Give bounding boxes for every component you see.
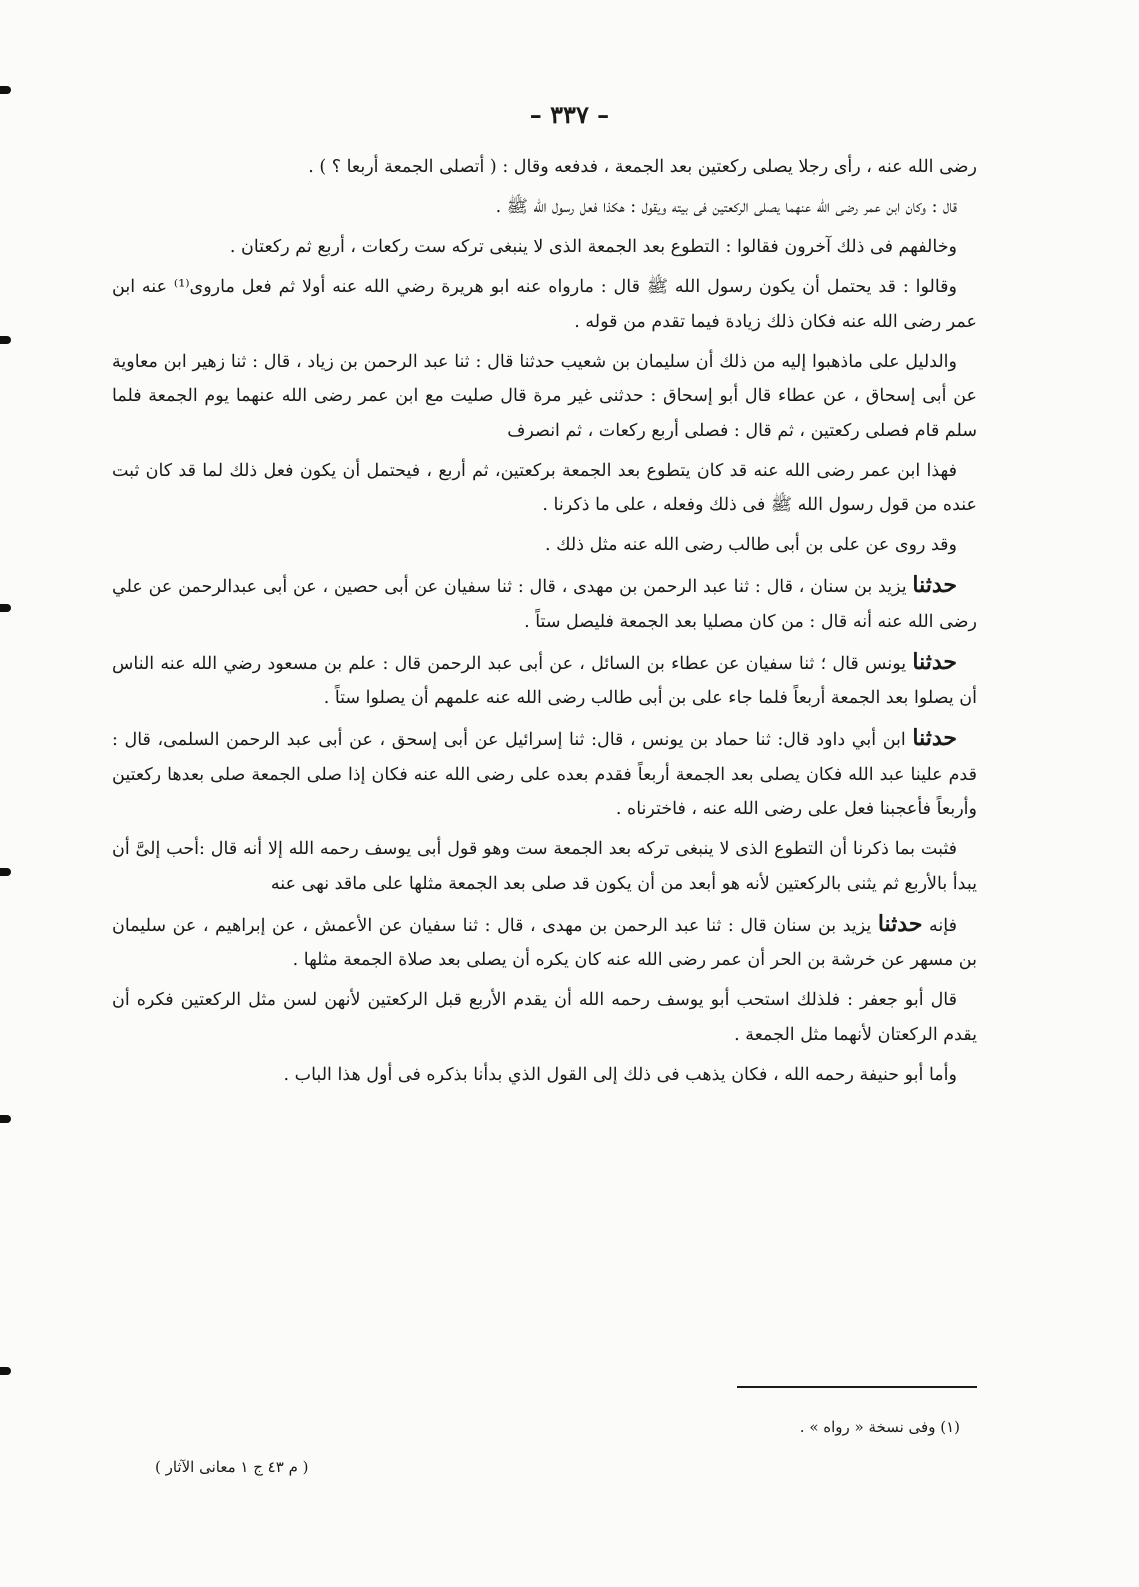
edge-mark bbox=[0, 86, 11, 94]
paragraph bbox=[112, 721, 977, 827]
paragraph: قال أبو جعفر : فلذلك استحب أبو يوسف رحمه الله أن يقدم الأربع قبل الركعتين لأنهن لسن مثل الركعتين فكره أن يقدم الركعتان لأنهما مثل الجمعة . bbox=[112, 990, 977, 1045]
paragraph-text: يزيد بن سنان قال : ثنا عبد الرحمن بن مهدى ، قال : ثنا سفيان عن الأعمش ، عن إبراهيم ، عن سليمان بن مسهر عن خرشة بن الحر أن عمر رضى الله عنه كان يكره أن يصلى بعد صلاة الجمعة مثلها . bbox=[112, 915, 977, 970]
signature-mark: ( م ٤٣ ج ١ معانى الآثار ) bbox=[155, 1458, 309, 1476]
paragraph: رضى الله عنه ، رأى رجلا يصلى ركعتين بعد الجمعة ، فدفعه وقال : ( أتصلى الجمعة أربعا ؟ ) . bbox=[308, 157, 977, 177]
paragraph bbox=[112, 645, 977, 716]
hadith-marker: حدثنا bbox=[912, 648, 957, 675]
paragraph: فثبت بما ذكرنا أن التطوع الذى لا ينبغى تركه بعد الجمعة ست وهو قول أبى يوسف رحمه الله إلا أنه قال :أحب إلىَّ أن يبدأ بالأربع ثم يثنى بالركعتين لأنه هو أبعد من أن يكون قد صلى بعد الجمعة مثلها على ماقد نهى عنه bbox=[112, 839, 977, 894]
paragraph: والدليل على ماذهبوا إليه من ذلك أن سليمان بن شعيب حدثنا قال : ثنا عبد الرحمن بن زياد ، قال : ثنا زهير ابن معاوية عن أبى إسحاق ، عن عطاء قال أبو إسحاق : حدثنى غير مرة قال صليت مع ابن عمر رضى الله عنهما يوم الجمعة فلما سلم قام فصلى ركعتين ، ثم قال : فصلى أربع ركعات ، ثم انصرف bbox=[112, 351, 977, 441]
paragraph-text: يونس قال ؛ ثنا سفيان عن عطاء بن السائل ، عن أبى عبد الرحمن قال : علم بن مسعود رضي الله عنه الناس أن يصلوا بعد الجمعة أربعاً فلما جاء على بن أبى طالب رضى الله عنه علمهم أن يصلوا ستاً . bbox=[112, 653, 977, 708]
footnote-rule bbox=[737, 1386, 977, 1388]
paragraph: قال : وكان ابن عمر رضى الله عنهما يصلى الركعتين فى بيته ويقول : هكذا فعل رسول الله ﷺ . bbox=[495, 197, 957, 217]
edge-mark bbox=[0, 868, 11, 876]
edge-mark bbox=[0, 336, 11, 344]
edge-mark bbox=[0, 1367, 11, 1375]
paragraph: فهذا ابن عمر رضى الله عنه قد كان يتطوع بعد الجمعة بركعتين، ثم أربع ، فيحتمل أن يكون فعل ذلك لما قد كان ثبت عنده من قول رسول الله ﷺ فى ذلك وفعله ، على ما ذكرنا . bbox=[112, 460, 977, 515]
paragraph bbox=[112, 568, 977, 639]
paragraph: وأما أبو حنيفة رحمه الله ، فكان يذهب فى ذلك إلى القول الذي بدأنا بذكره فى أول هذا الباب . bbox=[283, 1064, 957, 1085]
footnote: (١) وفى نسخة « رواه » . bbox=[799, 1418, 960, 1436]
paragraph: وقالوا : قد يحتمل أن يكون رسول الله ﷺ قال : ماروا‌ه عنه ابو هريرة رضي الله عنه أولا ثم فعل ماروى⁽¹⁾ عنه ابن عمر رضى الله عنه فكان ذلك زيادة فيما تقدم من قوله . bbox=[112, 277, 977, 332]
paragraph: وقد روى عن على بن أبى طالب رضى الله عنه مثل ذلك . bbox=[545, 535, 957, 555]
body-text bbox=[112, 150, 977, 1098]
hadith-marker: حدثنا bbox=[912, 725, 957, 751]
paragraph-text: ابن أبي داود قال: ثنا حماد بن يونس ، قال: ثنا إسرائيل عن أبى إسحق ، عن أبى عبد الرحمن السلمى، قال : قدم علينا عبد الله فكان يصلى بعد الجمعة أربعاً فقدم بعده على رضى الله عنه فكان إذا صلى الجمعة صلى بعدها ركعتين وأربعاً فأعجبنا فعل على رضى الله عنه ، فاخترناه . bbox=[112, 730, 977, 819]
paragraph: وخالفهم فى ذلك آخرون فقالوا : التطوع بعد الجمعة الذى لا ينبغى تركه ست ركعات ، أربع ثم ركعتان . bbox=[229, 237, 957, 257]
page-number: – ٣٣٧ – bbox=[529, 100, 610, 129]
edge-mark bbox=[0, 1115, 11, 1123]
paragraph-prefix: فإنه bbox=[929, 915, 957, 936]
hadith-marker: حدثنا bbox=[912, 572, 957, 598]
hadith-marker: حدثنا bbox=[877, 910, 923, 937]
paragraph bbox=[112, 907, 977, 978]
paragraph-text: يزيد بن سنان ، قال : ثنا عبد الرحمن بن مهدى ، قال : ثنا سفيان عن أبى حصين ، عن أبى عبدالرحمن عن علي رضى الله عنه أنه قال : من كان مصليا بعد الجمعة فليصل ستاً . bbox=[112, 577, 977, 632]
edge-mark bbox=[0, 604, 11, 612]
